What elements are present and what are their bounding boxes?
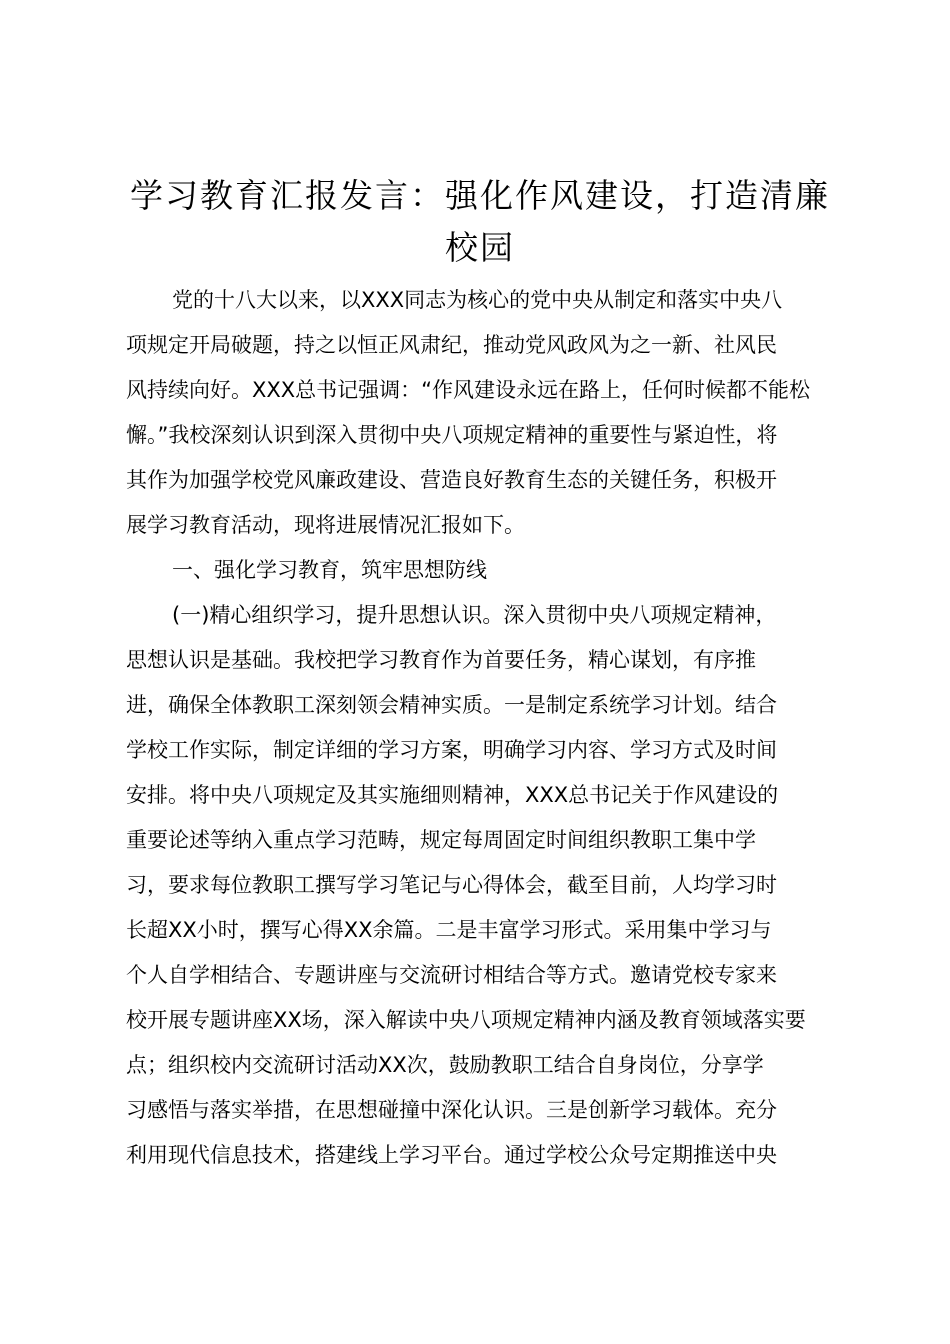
paragraph-line: 思想认识是基础。我校把学习教育作为首要任务，精心谋划，有序推 xyxy=(126,648,756,672)
paragraph-line: 展学习教育活动，现将进展情况汇报如下。 xyxy=(126,513,525,537)
document-title xyxy=(115,170,845,274)
paragraph-line: 懈。”我校深刻认识到深入贯彻中央八项规定精神的重要性与紧迫性，将 xyxy=(126,423,778,447)
section-heading: 一、强化学习教育，筑牢思想防线 xyxy=(172,558,487,582)
paragraph-line: 个人自学相结合、专题讲座与交流研讨相结合等方式。邀请党校专家来 xyxy=(126,963,777,987)
paragraph-line: 风持续向好。XXX总书记强调：“作风建设永远在路上，任何时候都不能松 xyxy=(126,378,811,402)
document-body xyxy=(126,278,836,1178)
paragraph-line: 校开展专题讲座XX场，深入解读中央八项规定精神内涵及教育领域落实要 xyxy=(126,1008,806,1032)
paragraph-line: 重要论述等纳入重点学习范畴，规定每周固定时间组织教职工集中学 xyxy=(126,828,756,852)
paragraph-line: 安排。将中央八项规定及其实施细则精神，XXX总书记关于作风建设的 xyxy=(126,783,779,807)
paragraph-line: 长超XX小时，撰写心得XX余篇。二是丰富学习形式。采用集中学习与 xyxy=(126,918,772,942)
title-line-1: 学习教育汇报发言：强化作风建设，打造清廉 xyxy=(130,176,830,215)
paragraph-line: (一)精心组织学习，提升思想认识。深入贯彻中央八项规定精神， xyxy=(172,603,777,627)
paragraph-line: 习感悟与落实举措，在思想碰撞中深化认识。三是创新学习载体。充分 xyxy=(126,1098,777,1122)
paragraph-line: 点；组织校内交流研讨活动XX次，鼓励教职工结合自身岗位，分享学 xyxy=(126,1053,764,1077)
paragraph-line: 党的十八大以来，以XXX同志为核心的党中央从制定和落实中央八 xyxy=(172,288,783,312)
paragraph-line: 其作为加强学校党风廉政建设、营造良好教育生态的关键任务，积极开 xyxy=(126,468,777,492)
paragraph-line: 利用现代信息技术，搭建线上学习平台。通过学校公众号定期推送中央 xyxy=(126,1143,777,1167)
title-line-2: 校园 xyxy=(445,228,515,267)
paragraph-line: 项规定开局破题，持之以恒正风肃纪，推动党风政风为之一新、社风民 xyxy=(126,333,777,357)
paragraph-line: 学校工作实际，制定详细的学习方案，明确学习内容、学习方式及时间 xyxy=(126,738,777,762)
paragraph-line: 习，要求每位教职工撰写学习笔记与心得体会，截至目前，人均学习时 xyxy=(126,873,777,897)
paragraph-line: 进，确保全体教职工深刻领会精神实质。一是制定系统学习计划。结合 xyxy=(126,693,777,717)
